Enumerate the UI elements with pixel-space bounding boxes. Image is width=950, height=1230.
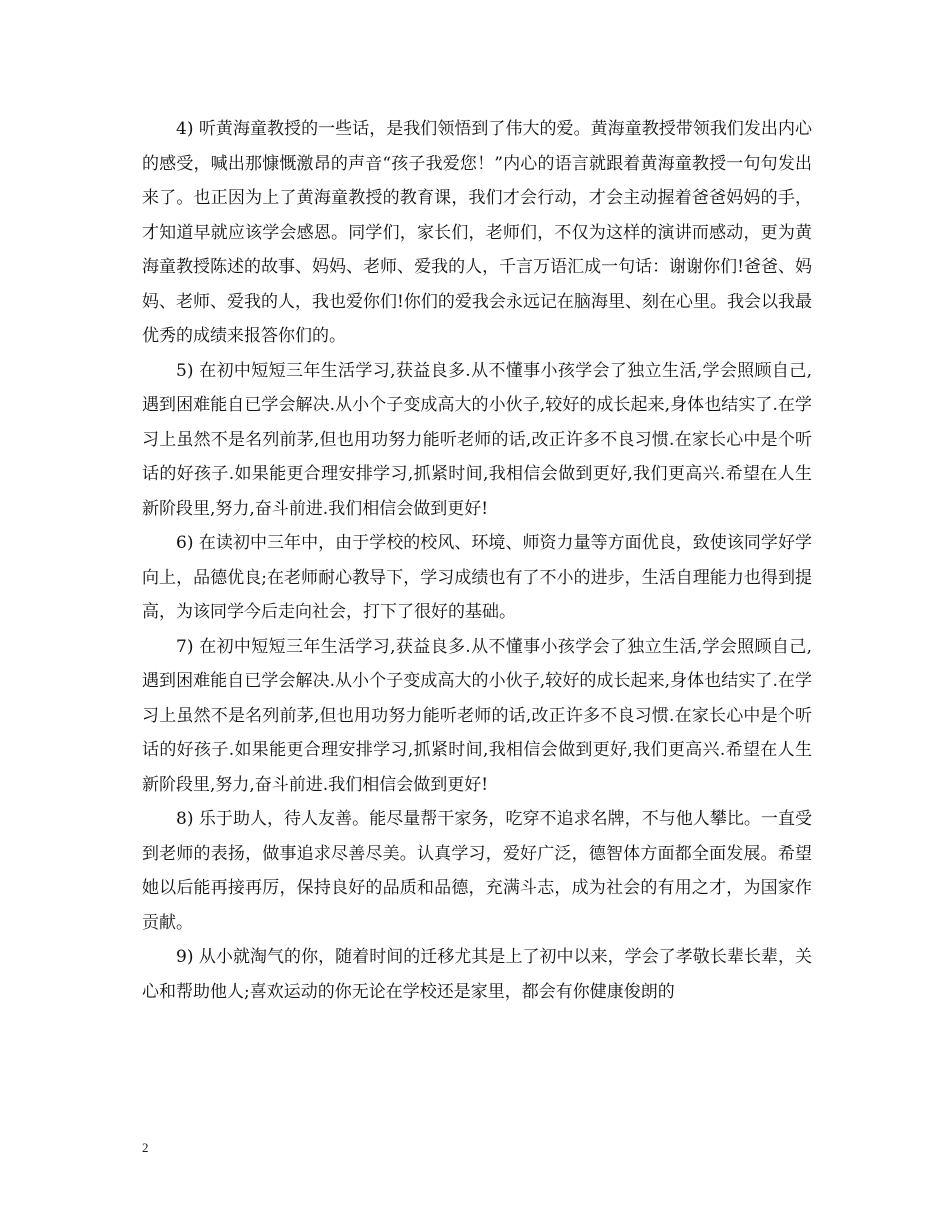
paragraph-5: 5) 在初中短短三年生活学习,获益良多.从不懂事小孩学会了独立生活,学会照顾自己,遇到困难能自已学会解决.从小个子变成高大的小伙子,较好的成长起来,身体也结实了.在学习上虽然不是名列前茅,但也用功努力能听老师的话,改正许多不良习惯.在家长心中是个听话的好孩子.如果能更合理安排学习,抓紧时间,我相信会做到更好,我们更高兴.希望在人生新阶段里,努力,奋斗前进.我们相信会做到更好! [142,360,812,519]
paragraph-7: 7) 在初中短短三年生活学习,获益良多.从不懂事小孩学会了独立生活,学会照顾自己,遇到困难能自已学会解决.从小个子变成高大的小伙子,较好的成长起来,身体也结实了.在学习上虽然不是名列前茅,但也用功努力能听老师的话,改正许多不良习惯.在家长心中是个听话的好孩子.如果能更合理安排学习,抓紧时间,我相信会做到更好,我们更高兴.希望在人生新阶段里,努力,奋斗前进.我们相信会做到更好! [142,636,812,795]
paragraph-9: 9) 从小就淘气的你，随着时间的迁移尤其是上了初中以来，学会了孝敬长辈长辈，关心和帮助他人;喜欢运动的你无论在学校还是家里，都会有你健康俊朗的 [142,947,812,1002]
page-number: 2 [142,1140,149,1155]
document-body [142,112,812,1009]
paragraph-8: 8) 乐于助人，待人友善。能尽量帮干家务，吃穿不追求名牌，不与他人攀比。一直受到老师的表扬，做事追求尽善尽美。认真学习，爱好广泛，德智体方面都全面发展。希望她以后能再接再厉，保持良好的品质和品德，充满斗志，成为社会的有用之才，为国家作贡献。 [142,809,812,933]
paragraph-6: 6) 在读初中三年中，由于学校的校风、环境、师资力量等方面优良，致使该同学好学向上，品德优良;在老师耐心教导下，学习成绩也有了不小的进步，生活自理能力也得到提高，为该同学今后走向社会，打下了很好的基础。 [142,533,812,622]
paragraph-4: 4) 听黄海童教授的一些话，是我们领悟到了伟大的爱。黄海童教授带领我们发出内心的感受，喊出那慷慨激昂的声音“孩子我爱您！”内心的语言就跟着黄海童教授一句句发出来了。也正因为上了黄海童教授的教育课，我们才会行动，才会主动握着爸爸妈妈的手，才知道早就应该学会感恩。同学们，家长们，老师们，不仅为这样的演讲而感动，更为黄海童教授陈述的故事、妈妈、老师、爱我的人，千言万语汇成一句话：谢谢你们!爸爸、妈妈、老师、爱我的人，我也爱你们!你们的爱我会永远记在脑海里、刻在心里。我会以我最优秀的成绩来报答你们的。 [142,119,812,346]
